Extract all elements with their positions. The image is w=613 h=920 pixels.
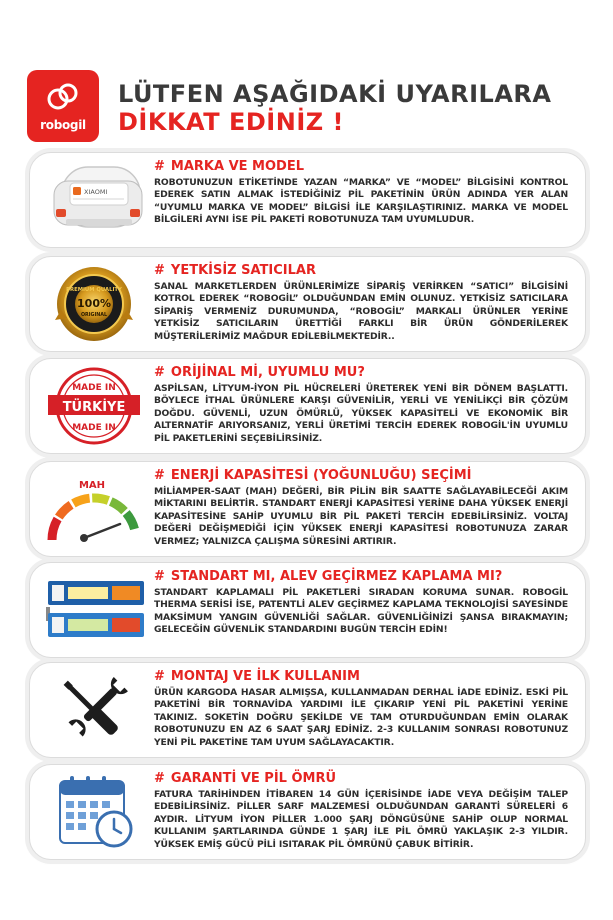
battery-packs-icon <box>40 571 148 649</box>
robot-label-text: XIAOMI <box>84 188 108 196</box>
section-card-orijinal-uyumlu <box>29 358 586 454</box>
section-title: # ENERJİ KAPASİTESİ (YOĞUNLUĞU) SEÇİMİ <box>154 468 472 483</box>
section-body: ROBOTUNUZUN ETİKETİNDE YAZAN “MARKA” VE “MODEL” BİLGİSİNİ KONTROL EDEREK SATIN ALMAK İSTEDİĞİNİZ PİL PAKETİNİN ÜRÜN ADINDA YER ALAN “UYUMLU MARKA VE MODEL” BİLGİSİ İLE KARŞILAŞTIRINIZ. MARKA VE MODEL BİLGİLERİ AYNI İSE PİL PAKETİ ROBOTUNUZA TAM UYUMLUDUR. <box>154 177 568 226</box>
section-body: ASPİLSAN, LİTYUM-İYON PİL HÜCRELERİ ÜRETEREK YENİ BİR DÖNEM BAŞLATTI. BÖYLECE İTHAL ÜRÜNLERE KARŞI GÜVENİLİR, YERLİ VE YENİLİKÇİ BİR ÇÖZÜM DOĞDU. GÜVENLİ, UZUN ÖMÜRLÜ, YÜKSEK KAPASİTELİ VE EKONOMİK BİR ALTERNATİF ARIYORSANIZ, YERLİ ÜRETİMİ TERCİH EDEREK ROBOGİL'İN UYUMLU PİL PAKETLERİNİ SEÇEBİLİRSİNİZ. <box>154 383 568 444</box>
robogil-logo <box>27 70 99 142</box>
section-body: FATURA TARİHİNDEN İTİBAREN 14 GÜN İÇERİSİNDE İADE VEYA DEĞİŞİM TALEP EDEBİLİRSİNİZ. PİLLER SARF MALZEMESİ OLDUĞUNDAN GARANTİ SÜRELERİ 6 AYDIR. LİTYUM İYON PİLLER 1.000 ŞARJ DÖNGÜSÜNE SAHİP OLUP NORMAL KULLANIM ŞARTLARINDA GÜNDE 1 ŞARJ İLE PİL ÖMRÜ YAKLAŞIK 2-3 YILDIR. YÜKSEK EMİŞ GÜCÜ PİLİ ISITARAK PİL ÖMRÜNÜ ÇABUK BİTİRİR. <box>154 789 568 850</box>
section-card-montaj <box>29 662 586 758</box>
section-title: # YETKİSİZ SATICILAR <box>154 263 316 278</box>
wrench-screwdriver-icon <box>40 671 148 749</box>
section-card-standart-alev <box>29 562 586 658</box>
section-card-marka-model <box>29 152 586 248</box>
capacity-gauge-icon <box>40 470 148 548</box>
section-title: # GARANTİ VE PİL ÖMRÜ <box>154 771 337 786</box>
page-header <box>27 70 587 142</box>
svg-text:ORIGINAL: ORIGINAL <box>80 313 108 318</box>
svg-text:100%: 100% <box>77 297 111 310</box>
section-card-enerji-kapasitesi <box>29 461 586 557</box>
section-card-yetkisiz-saticilar <box>29 256 586 352</box>
section-title: # MONTAJ VE İLK KULLANIM <box>154 669 360 684</box>
calendar-clock-icon <box>40 773 148 851</box>
section-body: ÜRÜN KARGODA HASAR ALMIŞSA, KULLANMADAN DERHAL İADE EDİNİZ. ESKİ PİL PAKETİNİ BİR TORNAVİDA YARDIMI İLE ÇIKARIP YENİ PİL PAKETİNİ YERİNE TAKINIZ. SOKETİN DOĞRU ŞEKİLDE VE TAM OTURDUĞUNDAN EMİN OLARAK ROBOTUNUZU EN AZ 6 SAAT ŞARJ EDİNİZ. 2-3 KULLANIM SONRASI ROBOTUNUZ YENİ PİL PAKETİNE TAM UYUM SAĞLAYACAKTIR. <box>154 687 568 748</box>
svg-text:MAH: MAH <box>78 480 106 491</box>
section-title: # ORİJİNAL Mİ, UYUMLU MU? <box>154 365 365 380</box>
svg-text:MADE IN: MADE IN <box>72 423 116 433</box>
page-title-line1: LÜTFEN AŞAĞIDAKİ UYARILARA <box>118 80 552 108</box>
premium-quality-badge-icon <box>40 265 148 343</box>
logo-text: robogil <box>40 118 86 132</box>
logo-mark-icon <box>45 80 81 116</box>
robot-vacuum-icon <box>40 161 148 239</box>
made-in-turkiye-stamp-icon <box>40 367 148 445</box>
svg-text:MADE IN: MADE IN <box>72 383 116 393</box>
section-body: SANAL MARKETLERDEN ÜRÜNLERİMİZE SİPARİŞ VERİRKEN “SATICI” BİLGİSİNİ KOTROL EDEREK “ROBOGİL” OLDUĞUNDAN EMİN OLUNUZ. YETKİSİZ SATICILARA SİPARİŞ VERMENİZ DURUMUNDA, “ROBOGİL” MARKALI ÜRÜNLER YERİNE YETKİSİZ SATICILARIN ÜRETTİĞİ FARKLI BİR ÜRÜN GÖNDERİLEREK MÜŞTERİLERİMİZ MAĞDUR EDİLEBİLMEKTEDİR.. <box>154 281 568 342</box>
section-card-garanti <box>29 764 586 860</box>
section-title: # STANDART MI, ALEV GEÇİRMEZ KAPLAMA MI? <box>154 569 503 584</box>
page-title-line2: DİKKAT EDİNİZ ! <box>118 108 344 136</box>
section-body: MİLİAMPER-SAAT (MAH) DEĞERİ, BİR PİLİN BİR SAATTE SAĞLAYABİLECEĞİ AKIM MİKTARINI BELİRTİR. STANDART ENERJİ KAPASİTESİ YERİNE DAHA YÜKSEK ENERJİ KAPASİTESİNE SAHİP UYUMLU BİR PİL PAKETİ TERCİH EDEBİLİRSİNİZ. VOLTAJ DEĞERİ DEĞİŞMEDİĞİ İÇİN YÜKSEK ENERJİ KAPASİTESİ ROBOTUNUZA ZARAR VERMEZ; YALNIZCA ÇALIŞMA SÜRESİNİ ARTIRIR. <box>154 486 568 547</box>
section-title: # MARKA VE MODEL <box>154 159 304 174</box>
svg-text:PREMIUM QUALITY: PREMIUM QUALITY <box>66 287 122 293</box>
svg-text:TÜRKİYE: TÜRKİYE <box>62 400 126 415</box>
section-body: STANDART KAPLAMALI PİL PAKETLERİ SIRADAN KORUMA SUNAR. ROBOGİL THERMA SERİSİ İSE, PATENTLİ ALEV GEÇİRMEZ KAPLAMA TEKNOLOJİSİ SAYESİNDE MAKSİMUM YANGIN GÜVENLİĞİ SAĞLAR. GÜVENLİĞİNİZİ ŞANSA BIRAKMAYIN; GELECEĞİN GÜVENLİK STANDARDINI BUGÜN TERCİH EDİN! <box>154 587 568 636</box>
